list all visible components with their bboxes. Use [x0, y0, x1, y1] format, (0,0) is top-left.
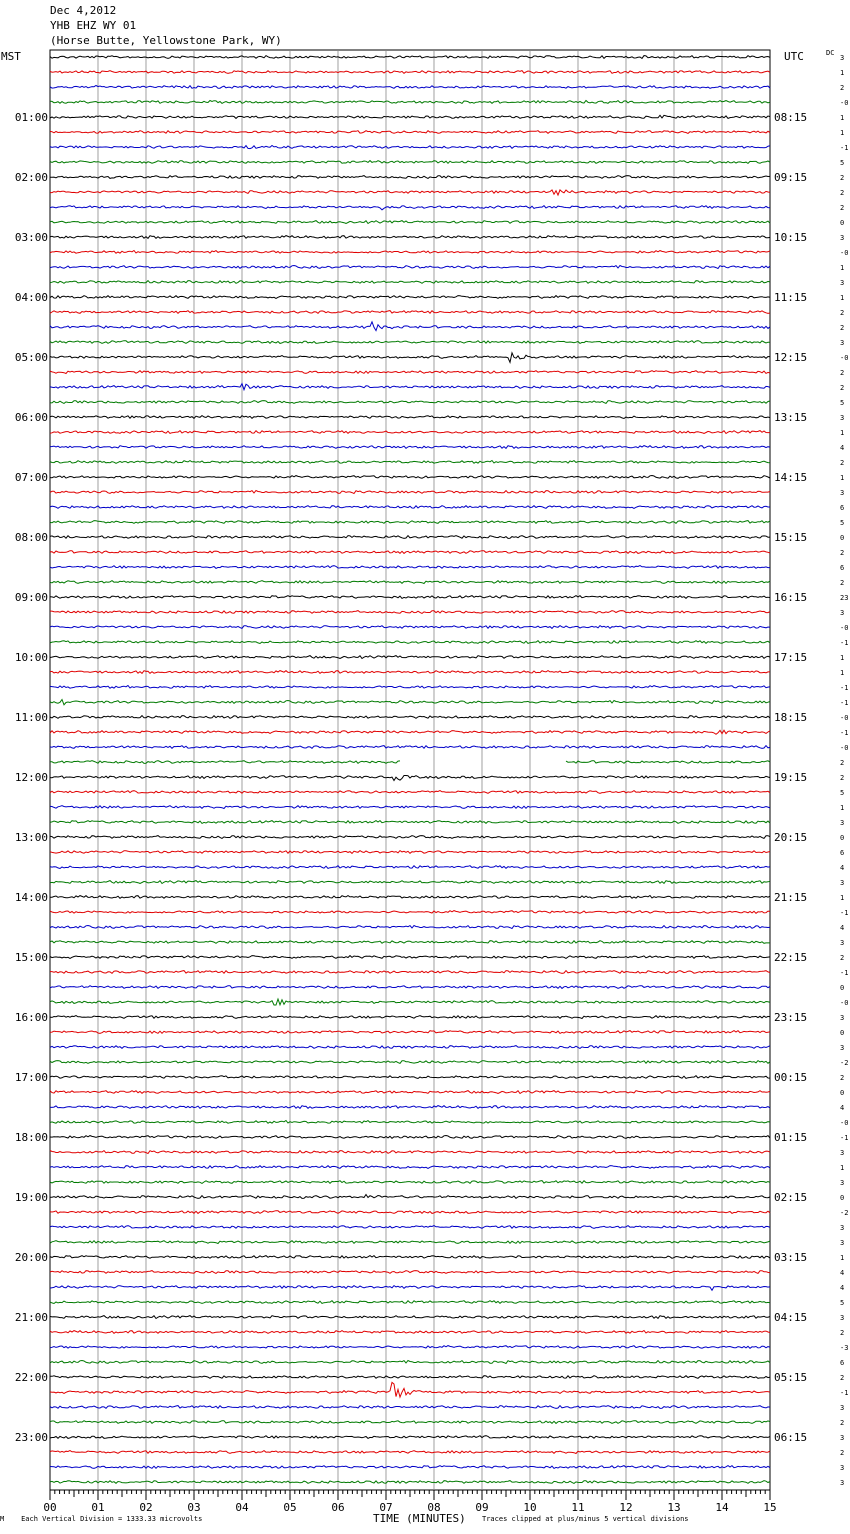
trace-line	[50, 926, 770, 929]
scale-mark: M	[0, 1515, 5, 1523]
dc-offset-value: -1	[840, 969, 849, 977]
trace-line	[50, 1301, 770, 1304]
dc-offset-value: 5	[840, 789, 845, 797]
dc-offset-value: 3	[840, 279, 845, 287]
right-timezone-label: UTC	[784, 50, 804, 63]
x-tick-label: 10	[523, 1501, 537, 1514]
trace-line	[50, 761, 770, 764]
dc-offset-value: 5	[840, 399, 845, 407]
dc-offset-value: 3	[840, 1014, 845, 1022]
trace-line	[50, 506, 770, 509]
trace-line	[50, 1406, 770, 1409]
trace-line	[50, 999, 770, 1005]
dc-offset-value: 2	[840, 369, 845, 377]
trace-line	[50, 1376, 770, 1379]
hour-label-mst: 18:00	[14, 1131, 48, 1144]
dc-offset-value: 0	[840, 219, 845, 227]
dc-offset-value: 3	[840, 1479, 845, 1487]
trace-line	[50, 1316, 770, 1319]
dc-offset-value: 4	[840, 924, 845, 932]
trace-line	[50, 1331, 770, 1334]
dc-offset-value: 4	[840, 1104, 845, 1112]
dc-offset-value: 2	[840, 84, 845, 92]
dc-offset-value: 2	[840, 759, 845, 767]
trace-line	[50, 791, 770, 794]
trace-line	[50, 581, 770, 584]
dc-offset-value: 0	[840, 1194, 845, 1202]
trace-line	[50, 626, 770, 629]
x-tick-label: 11	[571, 1501, 585, 1514]
hour-label-mst: 03:00	[14, 231, 48, 244]
trace-line	[50, 281, 770, 284]
dc-offset-value: 2	[840, 549, 845, 557]
trace-line	[50, 656, 770, 659]
dc-offset-value: 1	[840, 474, 845, 482]
hour-label-mst: 08:00	[14, 531, 48, 544]
hour-label-mst: 09:00	[14, 591, 48, 604]
hour-label-mst: 21:00	[14, 1311, 48, 1324]
trace-line	[50, 746, 770, 749]
dc-offset-value: 0	[840, 1029, 845, 1037]
trace-line	[50, 776, 770, 781]
trace-line	[50, 1466, 770, 1469]
trace-line	[50, 1382, 770, 1397]
dc-offset-value: 1	[840, 69, 845, 77]
dc-offset-value: 3	[840, 1434, 845, 1442]
trace-line	[50, 251, 770, 254]
hour-label-utc: 14:15	[774, 471, 808, 484]
trace-line	[50, 341, 770, 344]
trace-line	[50, 1481, 770, 1484]
hour-label-utc: 13:15	[774, 411, 808, 424]
trace-line	[50, 536, 770, 539]
hour-label-mst: 13:00	[14, 831, 48, 844]
dc-offset-value: 2	[840, 954, 845, 962]
trace-line	[50, 461, 770, 464]
x-tick-label: 05	[283, 1501, 297, 1514]
trace-line	[50, 353, 770, 363]
x-tick-label: 12	[619, 1501, 633, 1514]
dc-offset-value: 3	[840, 414, 845, 422]
trace-line	[50, 986, 770, 989]
trace-line	[50, 611, 770, 614]
hour-label-mst: 01:00	[14, 111, 48, 124]
trace-line	[50, 401, 770, 404]
hour-label-mst: 11:00	[14, 711, 48, 724]
dc-offset-value: -2	[840, 1059, 849, 1067]
trace-line	[50, 1361, 770, 1364]
trace-line	[50, 190, 770, 195]
x-tick-label: 13	[667, 1501, 681, 1514]
dc-offset-value: 4	[840, 1269, 845, 1277]
trace-line	[50, 86, 770, 89]
x-tick-label: 15	[763, 1501, 777, 1514]
plot-frame	[50, 50, 770, 1490]
dc-offset-value: -1	[840, 699, 849, 707]
dc-offset-value: 1	[840, 114, 845, 122]
x-axis-label: TIME (MINUTES)	[373, 1512, 466, 1525]
trace-line	[50, 1046, 770, 1049]
dc-offset-value: -0	[840, 714, 849, 722]
trace-line	[50, 821, 770, 824]
dc-offset-value: 4	[840, 1284, 845, 1292]
trace-line	[50, 1286, 770, 1291]
dc-offset-value: -1	[840, 1134, 849, 1142]
trace-line	[50, 431, 770, 434]
dc-offset-value: 3	[840, 939, 845, 947]
trace-line	[50, 1256, 770, 1259]
hour-label-mst: 02:00	[14, 171, 48, 184]
dc-offset-value: -1	[840, 684, 849, 692]
trace-line	[50, 806, 770, 809]
x-tick-label: 06	[331, 1501, 345, 1514]
trace-line	[50, 1166, 770, 1169]
dc-offset-value: 3	[840, 1179, 845, 1187]
trace-line	[50, 971, 770, 974]
trace-line	[50, 146, 770, 149]
dc-offset-value: 5	[840, 159, 845, 167]
trace-line	[50, 1181, 770, 1184]
trace-line	[50, 551, 770, 554]
hour-label-mst: 10:00	[14, 651, 48, 664]
dc-offset-value: 3	[840, 1224, 845, 1232]
trace-line	[50, 416, 770, 419]
hour-label-utc: 23:15	[774, 1011, 808, 1024]
dc-offset-value: 2	[840, 189, 845, 197]
dc-offset-value: 1	[840, 1254, 845, 1262]
dc-offset-value: 4	[840, 864, 845, 872]
dc-offset-value: -1	[840, 1389, 849, 1397]
hour-label-utc: 10:15	[774, 231, 808, 244]
dc-offset-value: 2	[840, 1329, 845, 1337]
scale-text: Each Vertical Division = 1333.33 microvolts	[21, 1515, 203, 1523]
dc-offset-value: 3	[840, 609, 845, 617]
trace-line	[50, 1436, 770, 1439]
dc-offset-value: 3	[840, 1044, 845, 1052]
dc-offset-value: 3	[840, 54, 845, 62]
hour-label-utc: 15:15	[774, 531, 808, 544]
dc-offset-value: 2	[840, 579, 845, 587]
hour-label-mst: 16:00	[14, 1011, 48, 1024]
trace-line	[50, 371, 770, 374]
dc-offset-value: 3	[840, 1239, 845, 1247]
hour-label-utc: 00:15	[774, 1071, 808, 1084]
station-location: (Horse Butte, Yellowstone Park, WY)	[50, 34, 282, 47]
hour-label-utc: 20:15	[774, 831, 808, 844]
trace-line	[50, 476, 770, 479]
trace-line	[50, 1091, 770, 1094]
dc-offset-value: 1	[840, 264, 845, 272]
dc-offset-value: 2	[840, 1449, 845, 1457]
hour-label-utc: 22:15	[774, 951, 808, 964]
hour-label-utc: 17:15	[774, 651, 808, 664]
trace-line	[50, 566, 770, 569]
trace-line	[50, 131, 770, 134]
station-code: YHB EHZ WY 01	[50, 19, 137, 32]
trace-line	[50, 296, 770, 299]
trace-line	[50, 1226, 770, 1229]
dc-offset-value: -0	[840, 624, 849, 632]
dc-offset-value: -0	[840, 1119, 849, 1127]
dc-offset-value: 1	[840, 669, 845, 677]
dc-offset-value: 0	[840, 1089, 845, 1097]
hour-label-mst: 04:00	[14, 291, 48, 304]
trace-line	[50, 881, 770, 884]
dc-offset-value: -0	[840, 744, 849, 752]
dc-offset-value: 2	[840, 384, 845, 392]
hour-label-mst: 06:00	[14, 411, 48, 424]
trace-line	[50, 221, 770, 224]
trace-line	[50, 1451, 770, 1454]
trace-line	[50, 1016, 770, 1019]
dc-offset-value: 1	[840, 1164, 845, 1172]
trace-line	[50, 1121, 770, 1124]
trace-line	[50, 206, 770, 210]
hour-label-utc: 11:15	[774, 291, 808, 304]
dc-offset-value: -1	[840, 639, 849, 647]
hour-label-mst: 17:00	[14, 1071, 48, 1084]
trace-line	[50, 866, 770, 869]
trace-line	[50, 1076, 770, 1079]
dc-offset-value: 1	[840, 654, 845, 662]
x-tick-label: 03	[187, 1501, 201, 1514]
hour-label-mst: 20:00	[14, 1251, 48, 1264]
left-timezone-label: MST	[1, 50, 21, 63]
dc-offset-value: -0	[840, 999, 849, 1007]
dc-offset-value: 3	[840, 1149, 845, 1157]
dc-offset-value: 5	[840, 1299, 845, 1307]
hour-label-mst: 12:00	[14, 771, 48, 784]
dc-offset-value: 3	[840, 819, 845, 827]
dc-offset-value: 1	[840, 894, 845, 902]
trace-line	[50, 941, 770, 944]
x-tick-label: 09	[475, 1501, 489, 1514]
dc-offset-value: 3	[840, 879, 845, 887]
hour-label-utc: 06:15	[774, 1431, 808, 1444]
trace-line	[50, 956, 770, 959]
trace-line	[50, 491, 770, 494]
dc-offset-value: -2	[840, 1209, 849, 1217]
dc-offset-value: 2	[840, 774, 845, 782]
plot-date: Dec 4,2012	[50, 4, 117, 17]
trace-line	[50, 596, 770, 599]
trace-line	[50, 115, 770, 118]
trace-line	[50, 176, 770, 179]
trace-line	[50, 851, 770, 854]
x-tick-label: 00	[43, 1501, 57, 1514]
hour-label-utc: 21:15	[774, 891, 808, 904]
dc-offset-value: -0	[840, 354, 849, 362]
trace-line	[50, 161, 770, 164]
hour-label-utc: 19:15	[774, 771, 808, 784]
hour-label-utc: 04:15	[774, 1311, 808, 1324]
dc-offset-value: 1	[840, 294, 845, 302]
dc-column-label: DC	[826, 49, 835, 57]
hour-label-mst: 07:00	[14, 471, 48, 484]
trace-line	[50, 236, 770, 239]
trace-line	[50, 322, 770, 331]
dc-offset-value: 4	[840, 444, 845, 452]
trace-line	[50, 836, 770, 839]
x-tick-label: 14	[715, 1501, 729, 1514]
dc-offset-value: -1	[840, 144, 849, 152]
trace-line	[50, 1151, 770, 1154]
hour-label-mst: 22:00	[14, 1371, 48, 1384]
trace-line	[50, 1346, 770, 1349]
dc-offset-value: 2	[840, 1419, 845, 1427]
hour-label-utc: 01:15	[774, 1131, 808, 1144]
hour-label-mst: 19:00	[14, 1191, 48, 1204]
dc-offset-value: 6	[840, 564, 845, 572]
x-tick-label: 01	[91, 1501, 105, 1514]
trace-line	[50, 71, 770, 74]
trace-line	[50, 700, 770, 705]
trace-line	[50, 911, 770, 914]
clip-note: Traces clipped at plus/minus 5 vertical divisions	[482, 1515, 689, 1523]
trace-line	[50, 446, 770, 449]
trace-line	[50, 384, 770, 390]
trace-line	[50, 671, 770, 674]
x-tick-label: 04	[235, 1501, 249, 1514]
dc-offset-value: 6	[840, 504, 845, 512]
dc-offset-value: -0	[840, 249, 849, 257]
x-tick-label: 08	[427, 1501, 441, 1514]
dc-offset-value: 2	[840, 1074, 845, 1082]
dc-offset-value: -1	[840, 729, 849, 737]
hour-label-utc: 02:15	[774, 1191, 808, 1204]
dc-offset-value: 1	[840, 129, 845, 137]
dc-offset-value: 3	[840, 339, 845, 347]
hour-label-mst: 15:00	[14, 951, 48, 964]
dc-offset-value: 2	[840, 309, 845, 317]
hour-label-utc: 08:15	[774, 111, 808, 124]
trace-line	[50, 730, 770, 734]
hour-label-mst: 05:00	[14, 351, 48, 364]
dc-offset-value: 0	[840, 834, 845, 842]
trace-line	[50, 521, 770, 524]
dc-offset-value: 2	[840, 174, 845, 182]
trace-line	[50, 101, 770, 104]
trace-line	[50, 1271, 770, 1274]
trace-line	[50, 1031, 770, 1034]
trace-line	[50, 266, 770, 269]
dc-offset-value: 0	[840, 534, 845, 542]
dc-offset-value: 3	[840, 1314, 845, 1322]
trace-line	[50, 896, 770, 899]
dc-offset-value: 6	[840, 1359, 845, 1367]
hour-label-utc: 16:15	[774, 591, 808, 604]
trace-line	[50, 311, 770, 314]
dc-offset-value: 2	[840, 204, 845, 212]
trace-line	[50, 686, 770, 689]
dc-offset-value: 3	[840, 489, 845, 497]
dc-offset-value: 6	[840, 849, 845, 857]
trace-line	[50, 1195, 770, 1199]
trace-line	[50, 1241, 770, 1244]
trace-line	[50, 1136, 770, 1139]
hour-label-utc: 12:15	[774, 351, 808, 364]
dc-offset-value: 0	[840, 984, 845, 992]
hour-label-utc: 18:15	[774, 711, 808, 724]
dc-offset-value: 3	[840, 1404, 845, 1412]
scale-note	[0, 1515, 202, 1523]
hour-label-mst: 14:00	[14, 891, 48, 904]
dc-offset-value: 1	[840, 804, 845, 812]
trace-line	[50, 1061, 770, 1064]
dc-offset-value: 2	[840, 324, 845, 332]
x-tick-label: 02	[139, 1501, 153, 1514]
x-tick-label: 07	[379, 1501, 393, 1514]
trace-line	[50, 1211, 770, 1214]
dc-offset-value: -0	[840, 99, 849, 107]
trace-line	[50, 641, 770, 644]
dc-offset-value: 2	[840, 1374, 845, 1382]
dc-offset-value: -1	[840, 909, 849, 917]
trace-line	[50, 1106, 770, 1109]
hour-label-utc: 03:15	[774, 1251, 808, 1264]
hour-label-utc: 05:15	[774, 1371, 808, 1384]
hour-label-utc: 09:15	[774, 171, 808, 184]
trace-line	[50, 716, 770, 719]
dc-offset-value: 3	[840, 1464, 845, 1472]
dc-offset-value: 23	[840, 594, 849, 602]
dc-offset-value: 2	[840, 459, 845, 467]
dc-offset-value: 1	[840, 429, 845, 437]
dc-offset-value: 5	[840, 519, 845, 527]
hour-label-mst: 23:00	[14, 1431, 48, 1444]
dc-offset-value: 3	[840, 234, 845, 242]
trace-line	[50, 1421, 770, 1424]
dc-offset-value: -3	[840, 1344, 849, 1352]
trace-line	[50, 56, 770, 59]
